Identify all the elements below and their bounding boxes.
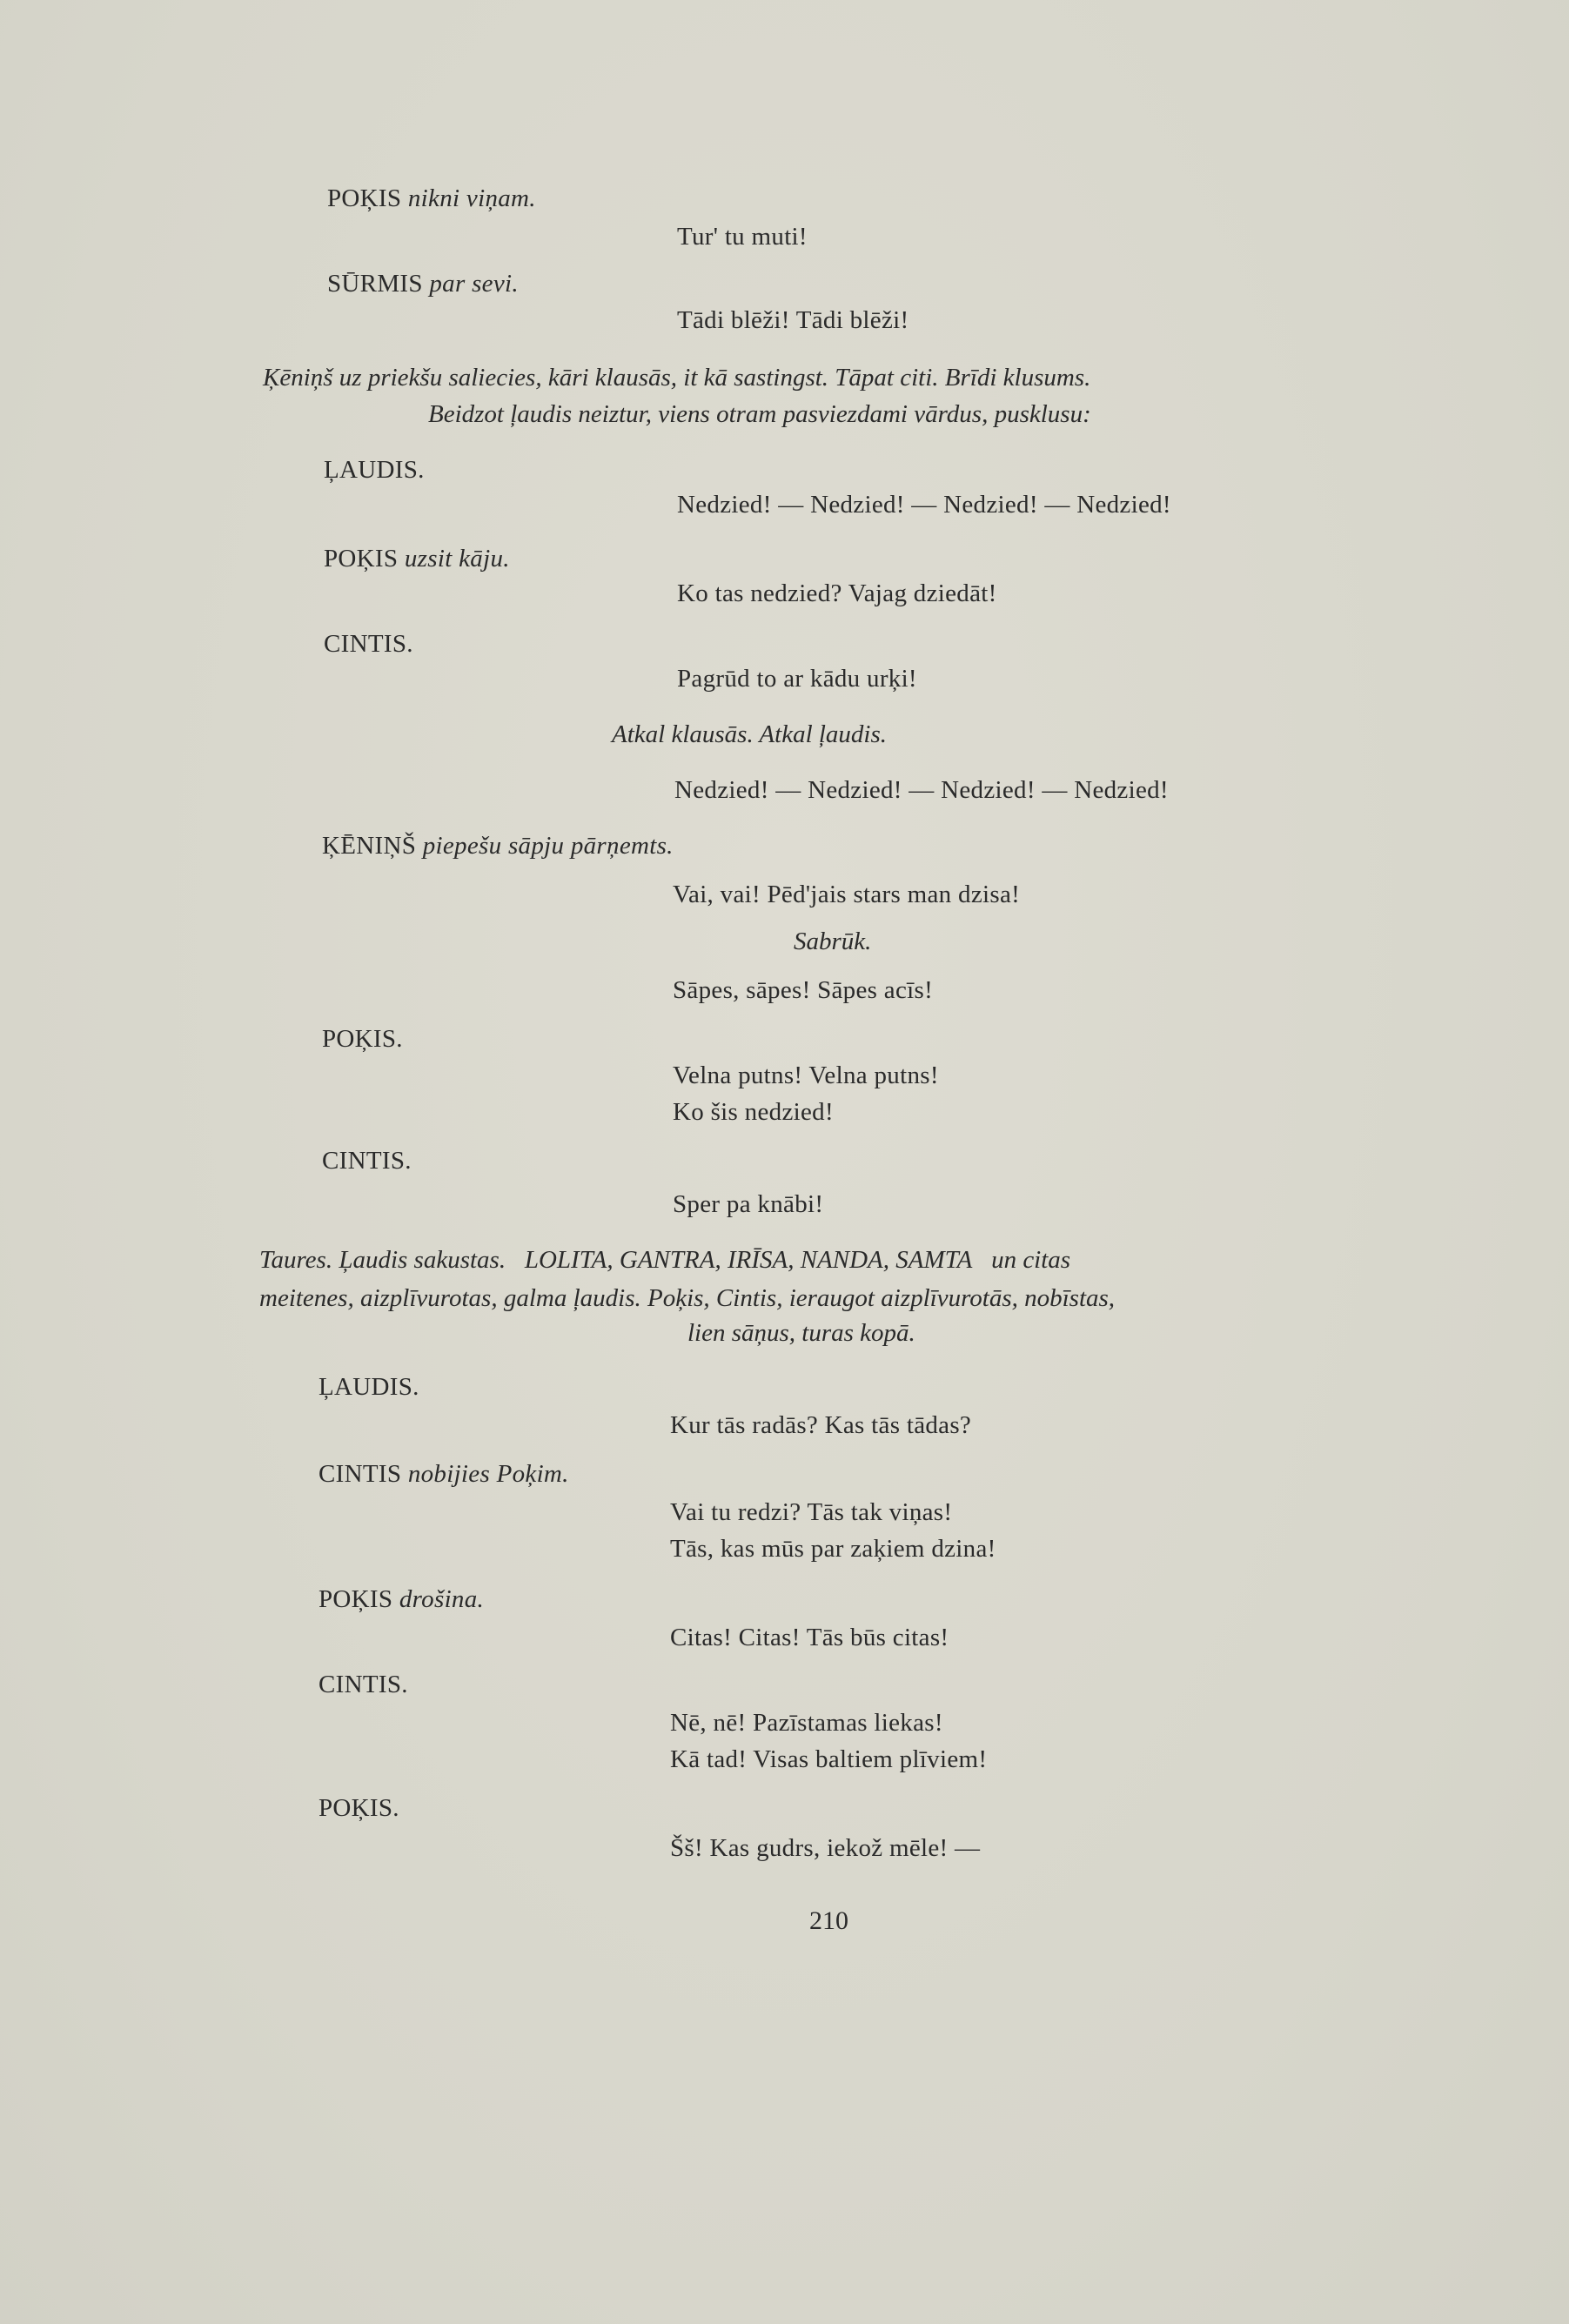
speaker-line: CINTIS. (318, 1671, 408, 1698)
stage-direction: Atkal klausās. Atkal ļaudis. (612, 720, 888, 748)
speaker-line: CINTIS. (324, 630, 413, 658)
verse-line: Šš! Kas gudrs, iekož mēle! — (670, 1834, 981, 1862)
speaker-line: ĻAUDIS. (324, 456, 425, 484)
stage-direction: Taures. Ļaudis sakustas. LOLITA, GANTRA, IRĪSA, NANDA, SAMTA un citas (259, 1246, 1071, 1274)
verse-line: Pagrūd to ar kādu urķi! (677, 665, 917, 693)
verse-line: Nedzied! — Nedzied! — Nedzied! — Nedzied! (677, 491, 1171, 519)
speaker-line: POĶIS. (322, 1025, 403, 1053)
speaker-line: CINTIS nobijies Poķim. (318, 1460, 569, 1488)
verse-line: Ko šis nedzied! (673, 1098, 834, 1126)
speaker-line: ĻAUDIS. (318, 1373, 419, 1401)
verse-line: Tādi blēži! Tādi blēži! (677, 306, 909, 334)
verse-line: Vai tu redzi? Tās tak viņas! (670, 1498, 953, 1526)
verse-line: Sāpes, sāpes! Sāpes acīs! (673, 976, 934, 1004)
verse-line: Sper pa knābi! (673, 1190, 824, 1218)
stage-direction: meitenes, aizplīvurotas, galma ļaudis. Poķis, Cintis, ieraugot aizplīvurotās, nobīstas, (259, 1284, 1116, 1312)
speaker-line: ĶĒNIŅŠ piepešu sāpju pārņemts. (322, 832, 674, 860)
verse-line: Nē, nē! Pazīstamas liekas! (670, 1709, 943, 1737)
verse-line: Kā tad! Visas baltiem plīviem! (670, 1745, 988, 1773)
speaker-line: POĶIS. (318, 1794, 399, 1822)
stage-direction: Ķēniņš uz priekšu saliecies, kāri klausās, it kā sastingst. Tāpat citi. Brīdi klusums. (263, 364, 1091, 392)
stage-direction: Beidzot ļaudis neiztur, viens otram pasviezdami vārdus, pusklusu: (428, 400, 1091, 428)
verse-line: Vai, vai! Pēd'jais stars man dzisa! (673, 881, 1021, 908)
speaker-line: CINTIS. (322, 1147, 412, 1175)
speaker-line: POĶIS nikni viņam. (327, 184, 536, 212)
verse-line: Velna putns! Velna putns! (673, 1062, 939, 1089)
speaker-line: SŪRMIS par sevi. (327, 270, 519, 298)
stage-direction: lien sāņus, turas kopā. (687, 1319, 915, 1347)
verse-line: Citas! Citas! Tās būs citas! (670, 1624, 949, 1651)
verse-line: Tās, kas mūs par zaķiem dzina! (670, 1535, 996, 1563)
verse-line: Tur' tu muti! (677, 223, 808, 251)
verse-line: Ko tas nedzied? Vajag dziedāt! (677, 579, 997, 607)
speaker-line: POĶIS uzsit kāju. (324, 545, 510, 573)
page-number: 210 (809, 1906, 848, 1935)
verse-line: Kur tās radās? Kas tās tādas? (670, 1411, 972, 1439)
speaker-line: POĶIS drošina. (318, 1585, 485, 1613)
verse-line: Nedzied! — Nedzied! — Nedzied! — Nedzied! (674, 776, 1169, 804)
stage-direction: Sabrūk. (794, 928, 872, 955)
